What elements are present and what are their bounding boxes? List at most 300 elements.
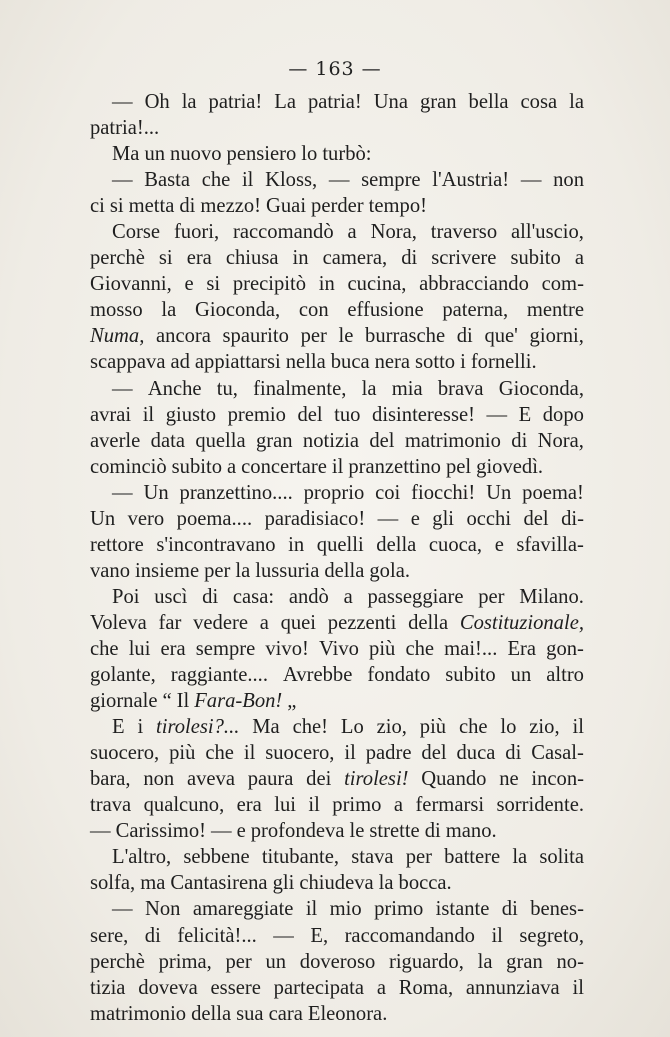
- word: chiudeva: [299, 872, 374, 895]
- word: disinteresse!: [372, 403, 475, 426]
- word: con: [298, 299, 329, 322]
- word: il: [331, 455, 344, 478]
- word: averle: [90, 429, 141, 452]
- word: Casal-: [531, 742, 584, 765]
- text-line: [90, 219, 584, 245]
- word: no-: [556, 950, 584, 973]
- word: bella: [468, 91, 509, 113]
- word: paradisiaco!: [264, 507, 366, 530]
- word: pel: [445, 455, 472, 478]
- word: Numa,: [90, 325, 145, 348]
- word: bocca.: [398, 872, 452, 895]
- word: titubante,: [261, 846, 340, 869]
- word: il: [572, 716, 584, 739]
- word: dei: [306, 768, 332, 791]
- word: che!: [292, 716, 328, 739]
- word: qualcuno,: [143, 794, 225, 817]
- word: buca: [330, 351, 370, 374]
- word: gola.: [369, 559, 410, 582]
- word: mosso: [90, 299, 143, 322]
- word: gon-: [546, 637, 584, 660]
- word: la: [361, 377, 377, 400]
- text-line: [90, 402, 584, 428]
- word: Un: [486, 481, 512, 504]
- word: sfavilla-: [516, 533, 584, 556]
- word: Quando: [421, 768, 487, 791]
- word: zio,: [376, 716, 407, 739]
- word: stava: [351, 846, 394, 869]
- word: subito: [510, 247, 561, 270]
- word: felicità!...: [177, 924, 257, 947]
- word: di: [179, 195, 196, 218]
- word: altro: [546, 664, 584, 687]
- text-line: [90, 480, 584, 506]
- word: di: [456, 325, 473, 348]
- word: cominciò: [90, 455, 167, 478]
- word: la: [569, 91, 584, 113]
- word: cosa: [520, 91, 558, 113]
- word: tu,: [216, 377, 238, 400]
- text-line: [90, 89, 584, 115]
- word: mio: [329, 898, 362, 921]
- word: tizia: [90, 976, 126, 999]
- word: i: [460, 351, 466, 374]
- word: Carissimo!: [115, 820, 206, 843]
- word: partecipata: [273, 976, 364, 999]
- word: pezzenti: [327, 611, 397, 634]
- word: raccomandando: [344, 924, 475, 947]
- word: occhi: [466, 507, 512, 530]
- word: della: [408, 611, 449, 634]
- word: rettore: [90, 533, 144, 556]
- word: sere,: [90, 924, 129, 947]
- text-line: [90, 454, 584, 480]
- word: mai!...: [444, 637, 498, 660]
- word: paura: [247, 768, 294, 791]
- word: un: [265, 950, 287, 973]
- word: di: [505, 742, 522, 765]
- word: E,: [310, 924, 329, 947]
- word: metta: [128, 195, 175, 218]
- word: bara,: [90, 768, 131, 791]
- word: a: [574, 247, 584, 270]
- text-line: [90, 636, 584, 662]
- word: della: [376, 533, 417, 556]
- word: gran: [506, 950, 543, 973]
- word: —: [112, 898, 133, 921]
- word: il: [305, 898, 318, 921]
- word: Ma: [252, 716, 280, 739]
- word: ancora: [156, 325, 211, 348]
- word: chiusa: [225, 247, 279, 270]
- word: suocero,: [90, 742, 160, 765]
- word: Nora,: [370, 221, 417, 244]
- word: per: [225, 950, 252, 973]
- word: che: [201, 169, 231, 192]
- word: non: [143, 768, 175, 791]
- word: E: [112, 716, 125, 739]
- word: e: [410, 507, 420, 530]
- word: Corse: [112, 221, 161, 244]
- word: subito: [171, 455, 222, 478]
- word: era: [236, 794, 262, 817]
- word: fuori,: [173, 221, 220, 244]
- word: la: [477, 950, 493, 973]
- word: le: [349, 820, 365, 843]
- word: incon-: [531, 768, 584, 791]
- word: strette: [369, 820, 420, 843]
- word: giusto: [165, 403, 217, 426]
- word: a: [343, 585, 353, 608]
- word: Avrebbe: [282, 664, 353, 687]
- word: effusione: [347, 299, 424, 322]
- word: —: [112, 377, 133, 400]
- text-line: [90, 376, 584, 402]
- word: riguardo,: [388, 950, 464, 973]
- word: La: [274, 91, 296, 113]
- word: mezzo!: [200, 195, 262, 218]
- word: la: [512, 846, 528, 869]
- word: que': [484, 325, 518, 348]
- text-line: [90, 870, 584, 896]
- word: Roma,: [398, 976, 454, 999]
- word: —: [112, 169, 133, 192]
- word: coi: [375, 481, 401, 504]
- word: Vivo: [318, 637, 359, 660]
- word: E: [518, 403, 532, 426]
- word: uscì: [154, 585, 188, 608]
- word: pensiero: [226, 143, 297, 166]
- word: notizia: [302, 429, 359, 452]
- word: Era: [507, 637, 537, 660]
- word: profondeva: [250, 820, 345, 843]
- word: Milano.: [519, 585, 584, 608]
- word: far: [158, 611, 182, 634]
- text-line: [90, 896, 584, 922]
- word: —: [210, 820, 232, 843]
- text-line: [90, 688, 584, 714]
- word: turbò:: [322, 143, 372, 166]
- word: andò: [288, 585, 329, 608]
- text-line: [90, 297, 584, 323]
- word: il: [572, 976, 584, 999]
- text-line: [90, 558, 584, 584]
- word: fermarsi: [415, 794, 485, 817]
- text-line: [90, 141, 584, 167]
- word: solita: [539, 846, 584, 869]
- word: ma: [140, 872, 166, 895]
- text-line: [90, 766, 584, 792]
- word: in: [292, 247, 309, 270]
- word: Gioconda,: [194, 299, 281, 322]
- word: battere: [444, 846, 501, 869]
- word: e: [494, 533, 504, 556]
- word: fiocchi!: [411, 481, 476, 504]
- word: che: [405, 637, 435, 660]
- word: e: [184, 273, 194, 296]
- word: precipitò: [232, 273, 307, 296]
- word: primo: [332, 794, 382, 817]
- word: Eleonora.: [307, 1002, 388, 1025]
- word: in: [288, 533, 305, 556]
- word: gran: [255, 429, 293, 452]
- word: il: [344, 742, 356, 765]
- word: camera,: [322, 247, 388, 270]
- word: tirolesi?...: [156, 716, 240, 739]
- word: cara: [268, 1002, 303, 1025]
- text-line: [90, 115, 584, 141]
- word: a: [393, 794, 404, 817]
- word: burrasche: [365, 325, 446, 348]
- word: che: [205, 742, 234, 765]
- word: per: [478, 585, 505, 608]
- word: vano: [90, 559, 131, 582]
- word: patria!: [307, 91, 362, 113]
- word: non: [553, 169, 584, 192]
- word: giovedì.: [476, 455, 544, 478]
- word: abbracciando: [419, 273, 529, 296]
- text-line: [90, 532, 584, 558]
- word: scappava: [90, 351, 166, 374]
- word: un: [510, 664, 532, 687]
- word: gli: [432, 507, 455, 530]
- word: pranzettino....: [179, 481, 293, 504]
- word: sorridente.: [496, 794, 584, 817]
- word: amareggiate: [192, 898, 294, 921]
- word: poema!: [522, 481, 584, 504]
- word: perder: [311, 195, 364, 218]
- word: doveroso: [299, 950, 376, 973]
- word: Costituzionale,: [459, 611, 584, 634]
- word: Nora,: [537, 429, 584, 452]
- word: lui: [128, 637, 151, 660]
- text-line: [90, 245, 584, 271]
- word: data: [150, 429, 185, 452]
- text-line: [90, 714, 584, 740]
- word: Una: [373, 91, 408, 113]
- word: fondato: [367, 664, 431, 687]
- word: per: [204, 559, 231, 582]
- word: Un: [143, 481, 169, 504]
- word: il: [491, 924, 503, 947]
- word: lo: [500, 716, 517, 739]
- text-line: [90, 193, 584, 219]
- word: proprio: [303, 481, 365, 504]
- text-line: [90, 792, 584, 818]
- word: matrimonio: [404, 429, 501, 452]
- word: di-: [561, 507, 584, 530]
- word: si: [158, 247, 173, 270]
- word: a: [227, 455, 237, 478]
- word: sempre: [361, 169, 421, 192]
- word: di: [144, 924, 161, 947]
- word: —: [328, 169, 350, 192]
- word: „: [287, 690, 297, 713]
- word: più: [419, 716, 447, 739]
- word: Lo: [340, 716, 364, 739]
- word: del: [297, 403, 323, 426]
- word: e: [236, 820, 246, 843]
- word: a: [347, 221, 357, 244]
- text-line: [90, 844, 584, 870]
- text-line: [90, 740, 584, 766]
- text-line: [90, 662, 584, 688]
- word: Un: [90, 507, 116, 530]
- word: Basta: [144, 169, 191, 192]
- word: Poi: [112, 585, 140, 608]
- word: che: [458, 716, 488, 739]
- word: il: [308, 794, 320, 817]
- word: la: [235, 559, 251, 582]
- word: di: [424, 820, 441, 843]
- word: padre: [365, 742, 412, 765]
- word: i: [137, 716, 144, 739]
- word: a: [259, 611, 269, 634]
- word: avrai: [90, 403, 132, 426]
- word: lussuria: [255, 559, 320, 582]
- word: era: [186, 247, 212, 270]
- word: —: [273, 924, 294, 947]
- word: Guai: [266, 195, 307, 218]
- word: matrimonio: [90, 1002, 187, 1025]
- word: per: [405, 846, 432, 869]
- word: aveva: [186, 768, 235, 791]
- word: tirolesi!: [344, 768, 409, 791]
- word: nella: [285, 351, 326, 374]
- text-line: [90, 323, 584, 349]
- word: per: [300, 325, 327, 348]
- word: di: [401, 247, 418, 270]
- word: un: [144, 143, 166, 166]
- word: la: [378, 872, 394, 895]
- word: di: [202, 585, 219, 608]
- word: sotto: [415, 351, 456, 374]
- word: giornale: [90, 690, 158, 713]
- word: poema....: [176, 507, 253, 530]
- word: brava: [437, 377, 484, 400]
- word: più: [169, 742, 196, 765]
- word: nuovo: [170, 143, 222, 166]
- word: prima,: [158, 950, 212, 973]
- word: —: [90, 820, 111, 843]
- text-line: [90, 167, 584, 193]
- word: premio: [227, 403, 286, 426]
- word: insieme: [135, 559, 200, 582]
- word: traverso: [430, 221, 498, 244]
- word: pranzettino: [348, 455, 441, 478]
- body-text: [90, 89, 584, 1027]
- word: golante,: [90, 664, 156, 687]
- word: finalmente,: [253, 377, 347, 400]
- word: appiattarsi: [194, 351, 281, 374]
- word: il: [142, 403, 155, 426]
- word: del: [523, 507, 549, 530]
- text-line: [90, 271, 584, 297]
- word: subito: [445, 664, 496, 687]
- word: perchè: [90, 950, 145, 973]
- text-line: [90, 584, 584, 610]
- word: mia: [391, 377, 423, 400]
- word: istante: [435, 898, 490, 921]
- word: la: [161, 299, 177, 322]
- word: —: [377, 507, 399, 530]
- word: sebbene: [183, 846, 250, 869]
- word: vero: [127, 507, 165, 530]
- word: annunziava: [465, 976, 560, 999]
- text-line: [90, 428, 584, 454]
- word: sua: [236, 1002, 264, 1025]
- word: mentre: [526, 299, 584, 322]
- word: sempre: [195, 637, 256, 660]
- word: perchè: [90, 247, 145, 270]
- word: concertare: [241, 455, 327, 478]
- word: le: [338, 325, 354, 348]
- word: lo: [301, 143, 318, 166]
- word: che: [90, 637, 119, 660]
- word: paterna,: [442, 299, 509, 322]
- word: della: [324, 559, 365, 582]
- page-number: — 163 —: [288, 58, 382, 80]
- text-line: [90, 349, 584, 375]
- word: Voleva: [90, 611, 147, 634]
- word: benes-: [530, 898, 584, 921]
- word: Oh: [144, 91, 170, 113]
- word: casa:: [232, 585, 275, 608]
- word: —: [520, 169, 542, 192]
- word: Anche: [147, 377, 202, 400]
- word: scrivere: [431, 247, 497, 270]
- word: raggiante....: [170, 664, 268, 687]
- word: Kloss,: [265, 169, 318, 192]
- word: patria!: [208, 91, 263, 113]
- word: quella: [195, 429, 246, 452]
- text-line: [90, 949, 584, 975]
- word: vedere: [193, 611, 248, 634]
- word: —: [112, 91, 133, 113]
- word: dopo: [542, 403, 584, 426]
- word: si: [109, 195, 124, 218]
- word: ne: [499, 768, 519, 791]
- word: si: [206, 273, 221, 296]
- word: più: [369, 637, 396, 660]
- text-line: [90, 610, 584, 636]
- word: trava: [90, 794, 132, 817]
- word: in: [318, 273, 335, 296]
- word: di: [501, 898, 518, 921]
- text-line: [90, 923, 584, 949]
- word: giorni,: [529, 325, 584, 348]
- word: della: [191, 1002, 232, 1025]
- word: “: [162, 690, 172, 713]
- word: ad: [170, 351, 190, 374]
- word: nera: [374, 351, 411, 374]
- text-line: [90, 975, 584, 1001]
- word: Non: [144, 898, 181, 921]
- text-line: [90, 818, 584, 844]
- word: ci: [90, 195, 105, 218]
- word: s'incontravano: [156, 533, 276, 556]
- word: —: [486, 403, 508, 426]
- word: Giovanni,: [90, 273, 172, 296]
- word: suocero,: [265, 742, 335, 765]
- word: —: [112, 481, 133, 504]
- word: del: [421, 742, 447, 765]
- word: cuoca,: [428, 533, 483, 556]
- word: mano.: [445, 820, 497, 843]
- text-line: [90, 1001, 584, 1027]
- word: zio,: [529, 716, 560, 739]
- word: Ma: [112, 143, 140, 166]
